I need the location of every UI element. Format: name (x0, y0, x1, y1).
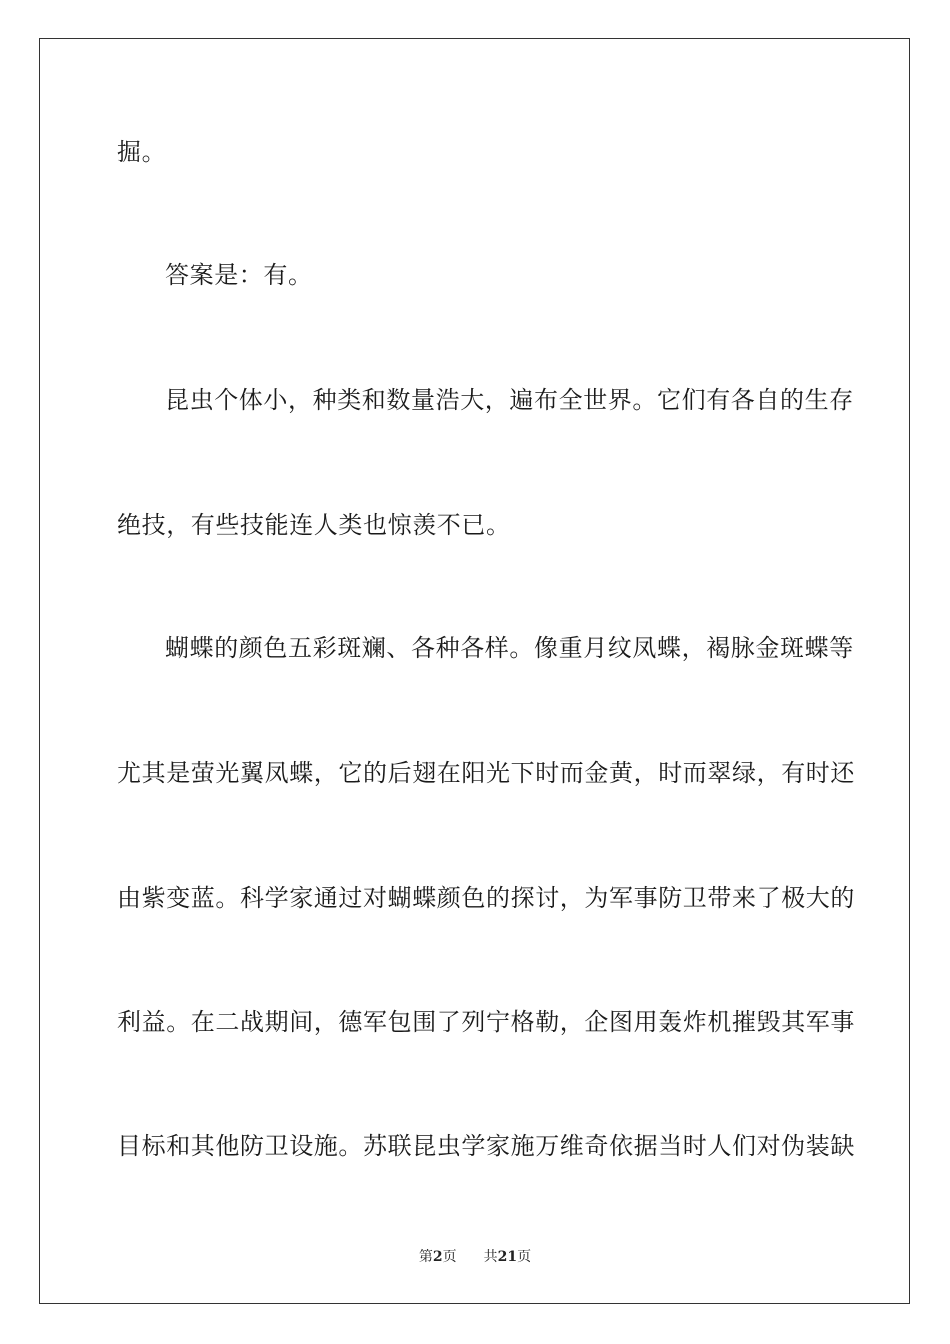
text-line: 掘。 (117, 138, 167, 166)
text-line: 尤其是萤光翼凤蝶，它的后翅在阳光下时而金黄，时而翠绿，有时还 (117, 759, 855, 787)
paragraph-first-line: 昆虫个体小，种类和数量浩大，遍布全世界。它们有各自的生存 (165, 386, 854, 414)
page-footer (0, 1248, 950, 1266)
page-border (39, 38, 910, 1304)
text-line: 目标和其他防卫设施。苏联昆虫学家施万维奇依据当时人们对伪装缺 (117, 1132, 855, 1160)
text-line: 利益。在二战期间，德军包围了列宁格勒，企图用轰炸机摧毁其军事 (117, 1008, 855, 1036)
page-suffix: 页 (442, 1249, 457, 1265)
paragraph-first-line: 蝴蝶的颜色五彩斑斓、各种各样。像重月纹凤蝶，褐脉金斑蝶等 (165, 634, 854, 662)
text-line: 由紫变蓝。科学家通过对蝴蝶颜色的探讨，为军事防卫带来了极大的 (117, 884, 855, 912)
text-line: 绝技，有些技能连人类也惊羡不已。 (117, 511, 511, 539)
total-pages: 21 (497, 1249, 518, 1265)
paragraph-first-line: 答案是：有。 (165, 261, 313, 289)
total-prefix: 共 (483, 1249, 498, 1265)
page-number: 2 (432, 1249, 443, 1265)
total-suffix: 页 (517, 1249, 532, 1265)
total-pages-label (484, 1249, 531, 1265)
page-number-label (419, 1249, 461, 1265)
page-prefix: 第 (418, 1249, 433, 1265)
